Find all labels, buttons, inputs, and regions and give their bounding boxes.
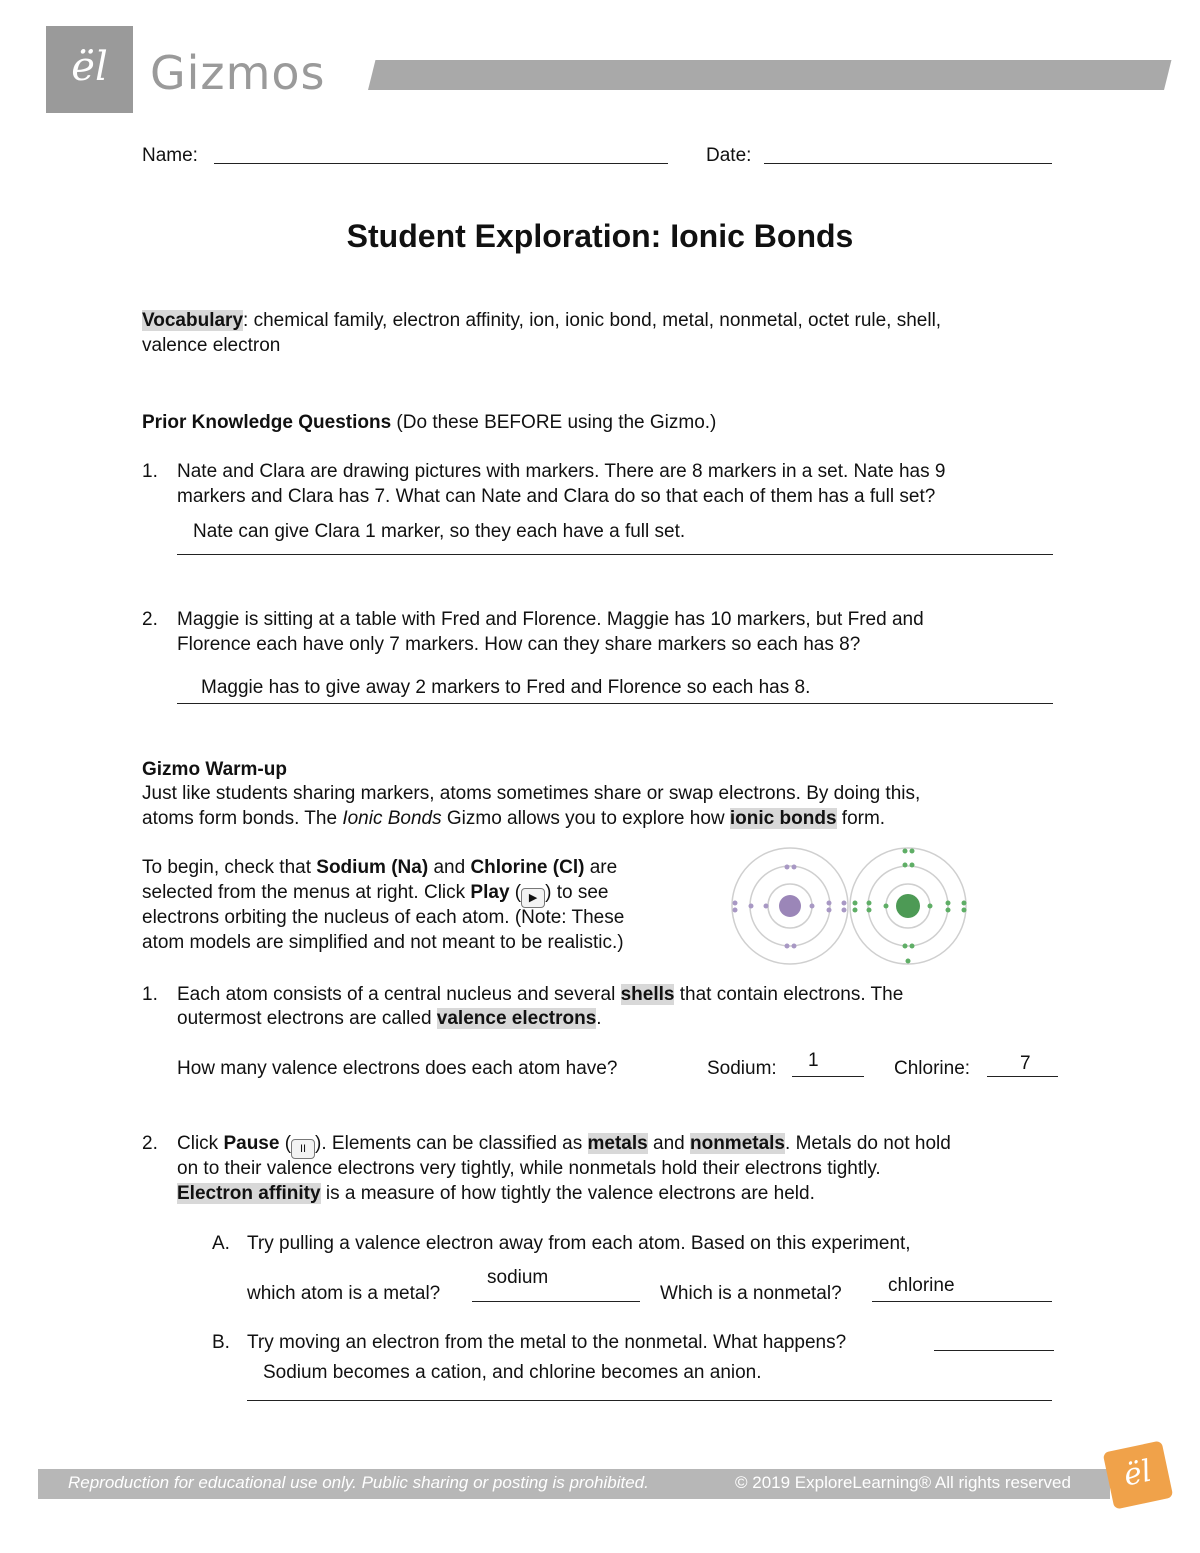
vocabulary-line1	[142, 308, 941, 333]
sodium-na: Sodium (Na)	[316, 857, 429, 878]
term-shells: shells	[620, 984, 675, 1005]
vocabulary-label: Vocabulary	[142, 310, 244, 331]
text-span: . Metals do not hold	[785, 1133, 951, 1154]
date-field[interactable]	[764, 163, 1052, 164]
q2a-metal-answer[interactable]: sodium	[487, 1267, 549, 1288]
text-span: (	[279, 1133, 292, 1154]
atom-models-image	[728, 843, 978, 968]
footer-logo-glyph: ël	[1120, 1453, 1155, 1494]
warmup-p1-line2	[142, 806, 885, 831]
q2b-answer-line	[247, 1400, 1052, 1401]
text-span: atoms form bonds. The	[142, 808, 343, 829]
text-span: form.	[836, 808, 886, 829]
logo	[46, 26, 133, 113]
term-metals: metals	[587, 1133, 648, 1154]
brand-name: Gizmos	[150, 46, 326, 100]
q2a-nonmetal-line	[872, 1301, 1052, 1302]
prior-q2-line2: Florence each have only 7 markers. How can they share markers so each has 8?	[177, 634, 861, 655]
prior-q1-line1: Nate and Clara are drawing pictures with markers. There are 8 markers in a set. Nate has 9	[177, 461, 946, 482]
q2a-metal-question: which atom is a metal?	[247, 1283, 441, 1304]
footer-logo	[1103, 1440, 1174, 1509]
prior-q2-answer-line	[177, 703, 1053, 704]
warmup-heading	[142, 757, 287, 782]
text-span: Gizmo allows you to explore how	[441, 808, 730, 829]
chlorine-answer[interactable]: 7	[1020, 1053, 1031, 1074]
term-electron-affinity: Electron affinity	[177, 1183, 321, 1204]
warmup-p2-line1	[142, 855, 617, 880]
sodium-nucleus	[779, 895, 801, 917]
play-word: Play	[470, 882, 510, 903]
prior-q1-number: 1.	[142, 461, 158, 482]
chlorine-nucleus	[896, 894, 920, 918]
prior-q1-line2: markers and Clara has 7. What can Nate and Clara do so that each of them has a full set?	[177, 486, 936, 507]
text-span: (	[509, 882, 522, 903]
footer-notice: Reproduction for educational use only. Public sharing or posting is prohibited.	[68, 1473, 649, 1492]
text-span: and	[647, 1133, 690, 1154]
name-label: Name:	[142, 145, 198, 166]
name-field[interactable]	[214, 163, 668, 164]
q1-line2	[177, 1006, 602, 1031]
q2a-label: A.	[212, 1233, 230, 1254]
header-bar	[368, 60, 1171, 90]
q2b-short-line	[934, 1350, 1054, 1351]
pause-word: Pause	[223, 1133, 280, 1154]
prior-heading-note: (Do these BEFORE using the Gizmo.)	[391, 412, 717, 433]
gizmo-name: Ionic Bonds	[342, 808, 442, 829]
warmup-p2-line4: atom models are simplified and not meant to be realistic.)	[142, 932, 624, 953]
text-span: ) to see	[545, 882, 609, 903]
q2a-nonmetal-question: Which is a nonmetal?	[660, 1283, 842, 1304]
vocabulary-text: : chemical family, electron affinity, ion, ionic bond, metal, nonmetal, octet rule, shell,	[243, 310, 942, 331]
text-span: To begin, check that	[142, 857, 317, 878]
sodium-answer-line	[792, 1076, 864, 1077]
text-span: Click	[177, 1133, 224, 1154]
text-span: selected from the menus at right. Click	[142, 882, 471, 903]
sodium-answer[interactable]: 1	[808, 1050, 819, 1071]
text-span: Each atom consists of a central nucleus and several	[177, 984, 621, 1005]
text-span: ). Elements can be classified as	[315, 1133, 588, 1154]
text-span: are	[584, 857, 618, 878]
footer-copyright: © 2019 ExploreLearning® All rights reserved	[735, 1473, 1071, 1492]
term-valence-electrons: valence electrons	[436, 1008, 597, 1029]
q2a-nonmetal-answer[interactable]: chlorine	[888, 1275, 955, 1296]
q2-line3	[177, 1181, 815, 1206]
text-span: and	[428, 857, 471, 878]
text-span: outermost electrons are called	[177, 1008, 437, 1029]
q1-ask: How many valence electrons does each atom have?	[177, 1058, 618, 1079]
sodium-label: Sodium:	[707, 1058, 777, 1079]
q2b-answer[interactable]: Sodium becomes a cation, and chlorine becomes an anion.	[263, 1362, 762, 1383]
q2a-metal-line	[472, 1301, 640, 1302]
warmup-p2-line2	[142, 880, 609, 908]
q2-line2: on to their valence electrons very tightly, while nonmetals hold their electrons tightly.	[177, 1158, 881, 1179]
prior-q1-answer-line	[177, 554, 1053, 555]
prior-heading-text: Prior Knowledge Questions	[142, 412, 392, 433]
warmup-heading-text: Gizmo Warm-up	[142, 759, 287, 780]
chlorine-label: Chlorine:	[894, 1058, 971, 1079]
prior-q1-answer[interactable]: Nate can give Clara 1 marker, so they each have a full set.	[193, 521, 686, 542]
q1-line1	[177, 982, 903, 1007]
prior-q2-line1: Maggie is sitting at a table with Fred and Florence. Maggie has 10 markers, but Fred and	[177, 609, 924, 630]
date-label: Date:	[706, 145, 752, 166]
text-span: .	[596, 1008, 602, 1029]
chlorine-answer-line	[987, 1076, 1058, 1077]
prior-q2-number: 2.	[142, 609, 158, 630]
prior-q2-answer[interactable]: Maggie has to give away 2 markers to Fred and Florence so each has 8.	[201, 677, 811, 698]
text-span: that contain electrons. The	[674, 984, 904, 1005]
logo-glyph: ël	[71, 44, 108, 90]
chlorine-cl: Chlorine (Cl)	[470, 857, 585, 878]
pause-icon: II	[291, 1139, 315, 1159]
q1-number: 1.	[142, 984, 158, 1005]
q2a-text: Try pulling a valence electron away from each atom. Based on this experiment,	[247, 1233, 911, 1254]
warmup-p2-line3: electrons orbiting the nucleus of each atom. (Note: These	[142, 907, 625, 928]
q2b-label: B.	[212, 1332, 230, 1353]
q2-line1	[177, 1131, 951, 1159]
vocabulary-line2: valence electron	[142, 335, 281, 356]
term-ionic-bonds: ionic bonds	[729, 808, 837, 829]
q2b-text: Try moving an electron from the metal to the nonmetal. What happens?	[247, 1332, 847, 1353]
q2-number: 2.	[142, 1133, 158, 1154]
play-icon: ▶	[521, 888, 545, 908]
prior-heading	[142, 410, 716, 435]
warmup-p1-line1: Just like students sharing markers, atoms sometimes share or swap electrons. By doing this,	[142, 783, 921, 804]
term-nonmetals: nonmetals	[689, 1133, 786, 1154]
page-title: Student Exploration: Ionic Bonds	[346, 218, 854, 254]
text-span: is a measure of how tightly the valence electrons are held.	[320, 1183, 815, 1204]
